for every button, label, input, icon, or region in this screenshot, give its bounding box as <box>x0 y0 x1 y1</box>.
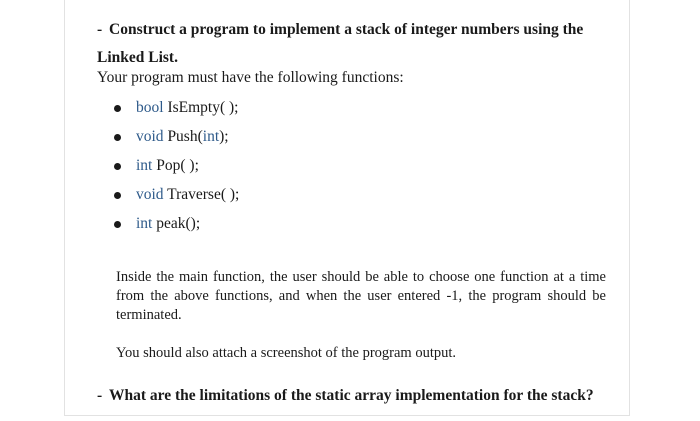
function-return-type: int <box>136 215 153 232</box>
functions-intro: Your program must have the following functions: <box>97 69 404 86</box>
question-construct-program <box>97 16 617 72</box>
function-item-peak <box>114 214 239 243</box>
function-param-type: int <box>202 128 220 145</box>
function-return-type: int <box>136 157 153 174</box>
bullet-icon <box>114 134 121 141</box>
function-signature-tail: ); <box>219 128 229 145</box>
function-return-type: void <box>136 128 164 145</box>
main-function-instructions: Inside the main function, the user should be able to choose one function at a time from the above functions, and when the user entered -1, the program should be terminated. <box>116 269 606 323</box>
function-return-type: void <box>136 186 164 203</box>
function-return-type: bool <box>136 99 164 116</box>
function-signature: Pop( ); <box>152 157 199 174</box>
function-item-push <box>114 127 239 156</box>
question-static-array-limitations <box>97 386 627 406</box>
function-item-isempty <box>114 98 239 127</box>
function-signature: IsEmpty( ); <box>163 99 239 116</box>
dash-marker: - <box>97 21 103 38</box>
bullet-icon <box>114 105 121 112</box>
dash-marker: - <box>97 387 103 404</box>
bullet-icon <box>114 221 121 228</box>
bullet-icon <box>114 192 121 199</box>
screenshot-instructions: You should also attach a screenshot of the program output. <box>116 345 457 361</box>
question-text: What are the limitations of the static array implementation for the stack? <box>109 387 594 404</box>
function-signature: peak(); <box>152 215 201 232</box>
function-signature: Traverse( ); <box>163 186 240 203</box>
function-list <box>114 98 239 243</box>
function-signature: Push( <box>163 128 203 145</box>
function-item-pop <box>114 156 239 185</box>
question-text: Construct a program to implement a stack of integer numbers using the Linked List. <box>97 21 584 66</box>
bullet-icon <box>114 163 121 170</box>
function-item-traverse <box>114 185 239 214</box>
